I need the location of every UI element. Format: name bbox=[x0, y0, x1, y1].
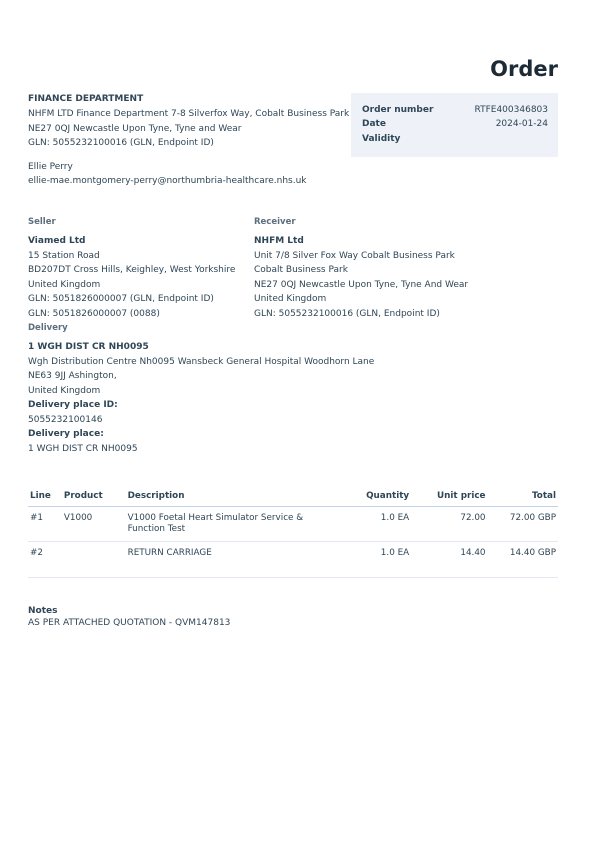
receiver-line: NE27 0QJ Newcastle Upon Tyne, Tyne And Wear bbox=[254, 279, 469, 290]
seller-line: 15 Station Road bbox=[28, 250, 100, 261]
seller-name: Viamed Ltd bbox=[28, 236, 86, 246]
delivery-line: NE63 9JJ Ashington, bbox=[28, 371, 117, 381]
seller-line: GLN: 5051826000007 (GLN, Endpoint ID) bbox=[28, 294, 214, 304]
order-number-label: Order number bbox=[362, 105, 434, 115]
col-header-unit-price: Unit price bbox=[411, 487, 487, 507]
cell-total: 14.40 GBP bbox=[488, 542, 558, 578]
seller-line: BD207DT Cross Hills, Keighley, West Yorkshire bbox=[28, 265, 236, 275]
notes-text: AS PER ATTACHED QUOTATION - QVM147813 bbox=[28, 618, 231, 628]
col-header-quantity: Quantity bbox=[323, 487, 411, 507]
order-date-label: Date bbox=[362, 119, 386, 129]
receiver-heading: Receiver bbox=[254, 217, 296, 227]
col-header-line: Line bbox=[28, 487, 62, 507]
order-date-row bbox=[362, 119, 548, 133]
validity-row bbox=[362, 134, 548, 148]
col-header-product: Product bbox=[62, 487, 126, 507]
order-number-value: RTFE400346803 bbox=[474, 105, 548, 115]
table-row bbox=[28, 507, 558, 542]
delivery-place-label: Delivery place: bbox=[28, 429, 104, 439]
buyer-department: FINANCE DEPARTMENT bbox=[28, 94, 144, 104]
cell-quantity: 1.0 EA bbox=[323, 507, 411, 542]
col-header-total: Total bbox=[488, 487, 558, 507]
cell-description: V1000 Foetal Heart Simulator Service & Function Test bbox=[126, 507, 323, 542]
receiver-line: United Kingdom bbox=[254, 294, 327, 304]
buyer-contact-name: Ellie Perry bbox=[28, 162, 73, 172]
buyer-contact-email[interactable]: ellie-mae.montgomery-perry@northumbria-healthcare.nhs.uk bbox=[28, 176, 307, 186]
delivery-name: 1 WGH DIST CR NH0095 bbox=[28, 342, 149, 352]
seller-block bbox=[28, 234, 235, 321]
delivery-line: United Kingdom bbox=[28, 385, 101, 396]
delivery-place: 1 WGH DIST CR NH0095 bbox=[28, 443, 138, 454]
receiver-line: GLN: 5055232100016 (GLN, Endpoint ID) bbox=[254, 308, 440, 319]
col-header-description: Description bbox=[126, 487, 323, 507]
cell-total: 72.00 GBP bbox=[488, 507, 558, 542]
buyer-gln: GLN: 5055232100016 (GLN, Endpoint ID) bbox=[28, 138, 214, 148]
cell-product bbox=[62, 542, 126, 578]
receiver-block bbox=[254, 234, 468, 321]
order-lines-table bbox=[28, 487, 558, 578]
cell-quantity: 1.0 EA bbox=[323, 542, 411, 578]
order-date-value: 2024-01-24 bbox=[495, 119, 548, 129]
notes-heading: Notes bbox=[28, 606, 58, 616]
table-row bbox=[28, 542, 558, 578]
buyer-address-line1: NHFM LTD Finance Department 7-8 Silverfox Way, Cobalt Business Park bbox=[28, 109, 350, 119]
receiver-line: Unit 7/8 Silver Fox Way Cobalt Business Park bbox=[254, 250, 455, 261]
page-title: Order bbox=[490, 57, 558, 81]
order-number-row bbox=[362, 105, 548, 119]
seller-line: GLN: 5051826000007 (0088) bbox=[28, 308, 160, 319]
delivery-place-id-label: Delivery place ID: bbox=[28, 400, 118, 410]
delivery-line: Wgh Distribution Centre Nh0095 Wansbeck General Hospital Woodhorn Lane bbox=[28, 356, 375, 367]
cell-product: V1000 bbox=[62, 507, 126, 542]
seller-line: United Kingdom bbox=[28, 279, 101, 290]
delivery-place-id: 5055232100146 bbox=[28, 414, 103, 425]
receiver-name: NHFM Ltd bbox=[254, 236, 304, 246]
order-info-box bbox=[351, 93, 558, 157]
cell-unit-price: 14.40 bbox=[411, 542, 487, 578]
receiver-line: Cobalt Business Park bbox=[254, 265, 348, 275]
cell-description: RETURN CARRIAGE bbox=[126, 542, 323, 578]
validity-label: Validity bbox=[362, 134, 401, 144]
cell-line: #1 bbox=[28, 507, 62, 542]
buyer-address-line2: NE27 0QJ Newcastle Upon Tyne, Tyne and Wear bbox=[28, 124, 242, 134]
cell-line: #2 bbox=[28, 542, 62, 578]
delivery-heading: Delivery bbox=[28, 323, 68, 333]
table-header-row bbox=[28, 487, 558, 507]
seller-heading: Seller bbox=[28, 217, 56, 227]
delivery-block bbox=[28, 340, 374, 456]
cell-unit-price: 72.00 bbox=[411, 507, 487, 542]
